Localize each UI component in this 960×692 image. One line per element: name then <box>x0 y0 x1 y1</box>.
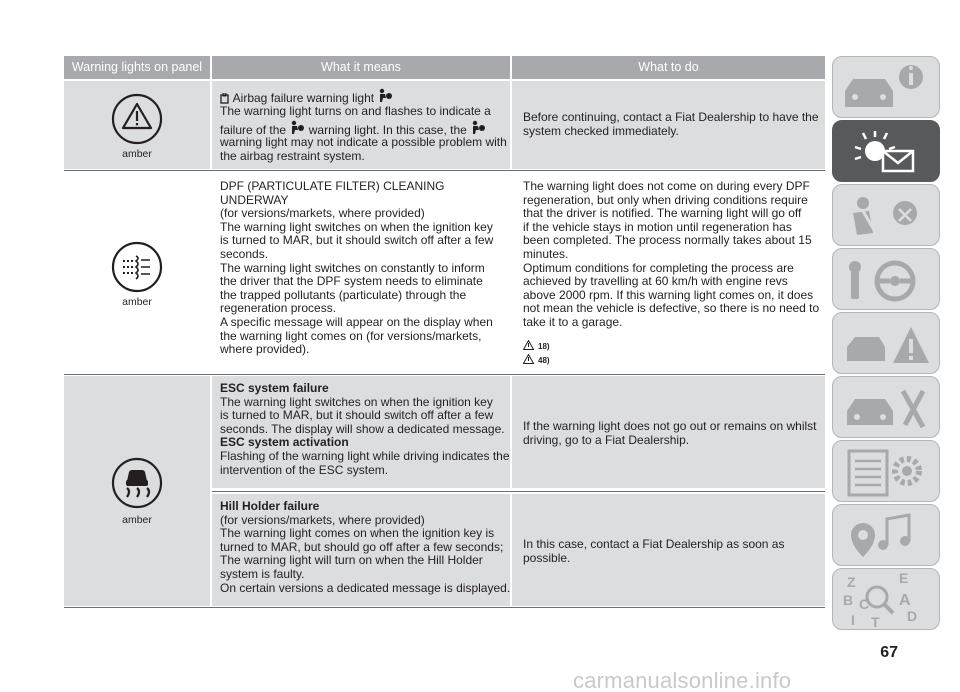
todo-line: not mean the vehicle is defective, so there is no need to <box>523 301 820 316</box>
means-line: The warning light switches on constantly to inform <box>220 260 485 275</box>
means-line: regeneration process. <box>220 301 337 316</box>
row-divider <box>64 607 825 608</box>
means-line: is turned to MAR, but it should switch off after a few <box>220 233 494 248</box>
esc-failure-title: ESC system failure <box>220 381 329 395</box>
watermark: carmanualsonline.info <box>573 668 792 692</box>
esc-activation-title: ESC system activation <box>220 435 349 450</box>
index-letter: Z <box>847 574 856 590</box>
tab-warning-lights[interactable] <box>832 120 940 182</box>
esc-act-line: Flashing of the warning light while driving indicates the <box>220 448 510 463</box>
note-warning-icon <box>523 340 534 350</box>
row2-color-label: amber <box>122 296 152 308</box>
esc-todo-line: If the warning light does not go out or remains on whilst <box>523 419 817 433</box>
row1-means-line3: warning light may not indicate a possible problem with <box>220 135 507 149</box>
airbag-title-text: Airbag failure warning light <box>232 91 375 105</box>
hh-body-line: On certain versions a dedicated message is displayed. <box>220 580 511 595</box>
hill-holder-todo <box>523 538 825 565</box>
tab-technical-data[interactable] <box>832 440 940 502</box>
emergency-car-icon <box>833 313 941 375</box>
means-line2b: warning light. In this case, the <box>308 123 467 137</box>
bullet-marker-icon <box>220 93 230 104</box>
todo-line: been completed. The process normally takes about 15 <box>523 233 812 248</box>
index-letters-icon <box>833 569 941 631</box>
index-letter: D <box>907 608 918 624</box>
esc-body-line: The warning light switches on when the ignition key <box>220 394 493 409</box>
technical-data-icon <box>833 441 941 503</box>
means-line: A specific message will appear on the display when <box>220 314 493 329</box>
page-number: 67 <box>880 644 898 661</box>
means-line: where provided). <box>220 342 310 357</box>
seat-safety-icon <box>833 185 941 247</box>
means-line: DPF (PARTICULATE FILTER) CLEANING UNDERWAY <box>220 179 445 207</box>
row-subdivider <box>212 491 825 492</box>
means-line: the driver that the DPF system needs to eliminate <box>220 274 483 289</box>
esc-act-line: intervention of the ESC system. <box>220 462 389 477</box>
row3-color-label: amber <box>122 514 152 526</box>
car-maintenance-icon <box>833 377 941 439</box>
row1-title <box>220 88 510 106</box>
esc-skid-car-icon <box>110 456 164 510</box>
todo-line: The warning light does not come on during every DPF <box>523 179 810 193</box>
todo-line: take it to a garage. <box>523 314 623 329</box>
esc-todo-line: driving, go to a Fiat Dealership. <box>523 432 690 447</box>
note-ref-18: 18) <box>538 342 550 351</box>
row-divider <box>64 374 825 375</box>
header-warning-lights: Warning lights on panel <box>64 56 210 79</box>
airbag-person-icon <box>289 120 305 136</box>
hill-holder-means <box>220 500 512 595</box>
index-letter: B <box>843 592 854 608</box>
hh-body-line: The warning light will turn on when the Hill Holder <box>220 553 483 568</box>
tab-index[interactable] <box>832 568 940 630</box>
todo-line: achieved by travelling at 60 km/h with engine revs <box>523 274 788 289</box>
row-divider <box>64 170 825 171</box>
steering-key-icon <box>833 249 941 311</box>
row2-todo <box>523 180 825 330</box>
airbag-person-icon <box>470 120 486 136</box>
multimedia-icon <box>833 505 941 567</box>
hh-todo-line: possible. <box>523 550 571 565</box>
tab-emergency[interactable] <box>832 312 940 374</box>
warning-triangle-icon <box>110 92 164 146</box>
row1-means-line4: the airbag restraint system. <box>220 149 365 163</box>
tab-starting-driving[interactable] <box>832 248 940 310</box>
esc-todo <box>523 420 825 447</box>
todo-line: if the vehicle stays in motion until regeneration has <box>523 219 792 234</box>
dpf-filter-icon <box>110 240 164 294</box>
means-line: (for versions/markets, where provided) <box>220 206 425 221</box>
means-line2a: failure of the <box>220 123 287 137</box>
todo-line: Optimum conditions for completing the process are <box>523 260 794 275</box>
note-warning-icon <box>523 354 534 364</box>
hh-body-line: system is faulty. <box>220 566 305 581</box>
note-ref-48: 48) <box>538 356 550 365</box>
index-letter: C <box>859 596 870 612</box>
row1-means-line1: The warning light turns on and flashes to indicate a <box>220 104 491 118</box>
header-what-it-means: What it means <box>212 56 510 79</box>
tab-maintenance[interactable] <box>832 376 940 438</box>
hh-body-line: The warning light comes on when the ignition key is <box>220 526 495 541</box>
index-letter: E <box>899 570 909 586</box>
tab-multimedia[interactable] <box>832 504 940 566</box>
esc-means <box>220 382 512 477</box>
means-line: The warning light switches on when the ignition key <box>220 219 493 234</box>
row1-todo: Before continuing, contact a Fiat Dealership to have the system checked immediately. <box>523 110 819 138</box>
hh-body-line: turned to MAR, but should go off after a few seconds; <box>220 539 504 554</box>
means-line: the trapped pollutants (particulate) through the <box>220 287 467 302</box>
index-letter: A <box>899 592 911 609</box>
car-info-icon <box>833 57 941 119</box>
index-letter: I <box>851 612 855 628</box>
esc-body-line: seconds. The display will show a dedicated message. <box>220 421 505 436</box>
means-line: seconds. <box>220 246 269 261</box>
todo-line: above 2000 rpm. If this warning light comes on, it does <box>523 287 814 302</box>
row1-color-label: amber <box>122 148 152 160</box>
hh-todo-line: In this case, contact a Fiat Dealership as soon as <box>523 537 785 551</box>
row2-means <box>220 180 512 357</box>
means-line: the warning light comes on (for versions/markets, <box>220 328 482 343</box>
esc-body-line: is turned to MAR, but it should switch off after a few <box>220 408 494 423</box>
tab-car-info[interactable] <box>832 56 940 118</box>
todo-line: regeneration, but only when driving conditions require <box>523 192 808 207</box>
index-letter: T <box>871 614 880 630</box>
tab-safety[interactable] <box>832 184 940 246</box>
hill-holder-title: Hill Holder failure <box>220 499 320 513</box>
hh-body-line: (for versions/markets, where provided) <box>220 512 425 527</box>
header-what-to-do: What to do <box>512 56 825 79</box>
airbag-person-icon <box>377 88 393 104</box>
warning-light-message-icon <box>833 121 941 183</box>
todo-line: that the driver is notified. The warning light will go off <box>523 206 802 221</box>
todo-line: minutes. <box>523 246 569 261</box>
